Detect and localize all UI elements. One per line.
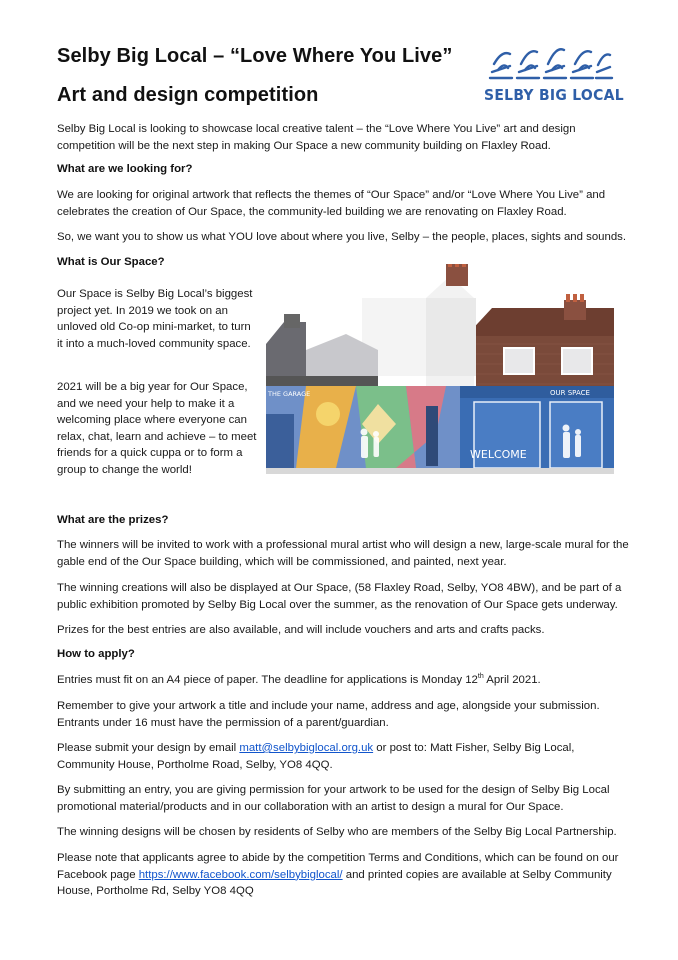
prizes-heading: What are the prizes? bbox=[57, 514, 169, 526]
selby-big-local-logo bbox=[484, 40, 624, 112]
prizes-paragraph-1: The winners will be invited to work with a professional mural artist who will design a new, large-scale mural for the gable end of the Our Space building, which will be commissioned, and painted, next year. bbox=[57, 539, 629, 568]
looking-for-paragraph-2: So, we want you to show us what YOU love about where you live, Selby – the people, places, sights and sounds. bbox=[57, 231, 627, 243]
our-space-building-illustration bbox=[266, 264, 614, 500]
how-to-apply-heading: How to apply? bbox=[57, 648, 135, 660]
postal-address-text: or post to: Matt Fisher, Selby Big Local, Community House, Portholme Road, Selby, YO8 4QQ. bbox=[57, 742, 575, 771]
page-subtitle: Art and design competition bbox=[57, 84, 319, 106]
email-link[interactable]: matt@selbybiglocal.org.uk bbox=[239, 742, 374, 754]
apply-paragraph-6 bbox=[57, 850, 632, 900]
our-space-paragraph-1: Our Space is Selby Big Local’s biggest project yet. In 2019 we took on an unloved old Co-op mini-market, to turn it into a much-loved community space. bbox=[57, 288, 253, 350]
submit-text: Please submit your design by email bbox=[57, 742, 240, 754]
logo-text: SELBY BIG LOCAL bbox=[484, 86, 624, 104]
prizes-paragraph-2: The winning creations will also be displayed at Our Space, (58 Flaxley Road, Selby, YO8 4BW), and be part of a public exhibition promoted by Selby Big Local over the summer, as the renovation of Our Space gets underway. bbox=[57, 582, 622, 611]
our-space-heading: What is Our Space? bbox=[57, 256, 165, 268]
our-space-paragraph-2: 2021 will be a big year for Our Space, and we need your help to make it a welcoming place where everyone can relax, chat, learn and achieve – to meet friends for a quick cuppa or to form a group to change the world! bbox=[57, 381, 257, 476]
apply-paragraph-4: By submitting an entry, you are giving permission for your artwork to be used for the design of Selby Big Local promotional material/products and in our collaboration with an artist to design a mural for Our Space. bbox=[57, 784, 610, 813]
deadline-text: Entries must fit on an A4 piece of paper. The deadline for applications is Monday 12 bbox=[57, 674, 478, 686]
welcome-sign: WELCOME bbox=[470, 448, 527, 461]
page-title: Selby Big Local – “Love Where You Live” bbox=[57, 45, 453, 67]
garage-sign: THE GARAGE bbox=[268, 390, 311, 398]
facebook-link[interactable]: https://www.facebook.com/selbybiglocal/ bbox=[138, 868, 343, 881]
swan-waves-icon bbox=[484, 40, 616, 86]
printed-copies-text: and printed copies are available at Selby Community House, Portholme Rd, Selby YO8 4QQ bbox=[57, 868, 612, 897]
looking-for-heading: What are we looking for? bbox=[57, 163, 193, 175]
apply-paragraph-5: The winning designs will be chosen by residents of Selby who are members of the Selby Big Local Partnership. bbox=[57, 826, 617, 838]
our-space-sign: OUR SPACE bbox=[550, 389, 590, 397]
looking-for-paragraph-1: We are looking for original artwork that reflects the themes of “Our Space” and/or “Love Where You Live” and celebrates the creation of Our Space, the community-led building we are renovating on Flaxley Road. bbox=[57, 189, 606, 218]
apply-paragraph-2: Remember to give your artwork a title and include your name, address and age, alongside your submission. Entrants under 16 must have the permission of a parent/guardian. bbox=[57, 700, 600, 729]
apply-paragraph-1 bbox=[57, 672, 632, 689]
deadline-date-text: April 2021. bbox=[483, 674, 541, 686]
terms-text: Please note that applicants agree to abide by the competition Terms and Conditions, which can be found on our Facebook page bbox=[57, 852, 619, 881]
date-suffix: th bbox=[477, 673, 484, 681]
prizes-paragraph-3: Prizes for the best entries are also available, and will include vouchers and arts and crafts packs. bbox=[57, 624, 545, 636]
apply-paragraph-3 bbox=[57, 740, 632, 773]
intro-paragraph: Selby Big Local is looking to showcase local creative talent – the “Love Where You Live” art and design competition will be the next step in making Our Space a new community building on Flaxley Road. bbox=[57, 123, 576, 152]
